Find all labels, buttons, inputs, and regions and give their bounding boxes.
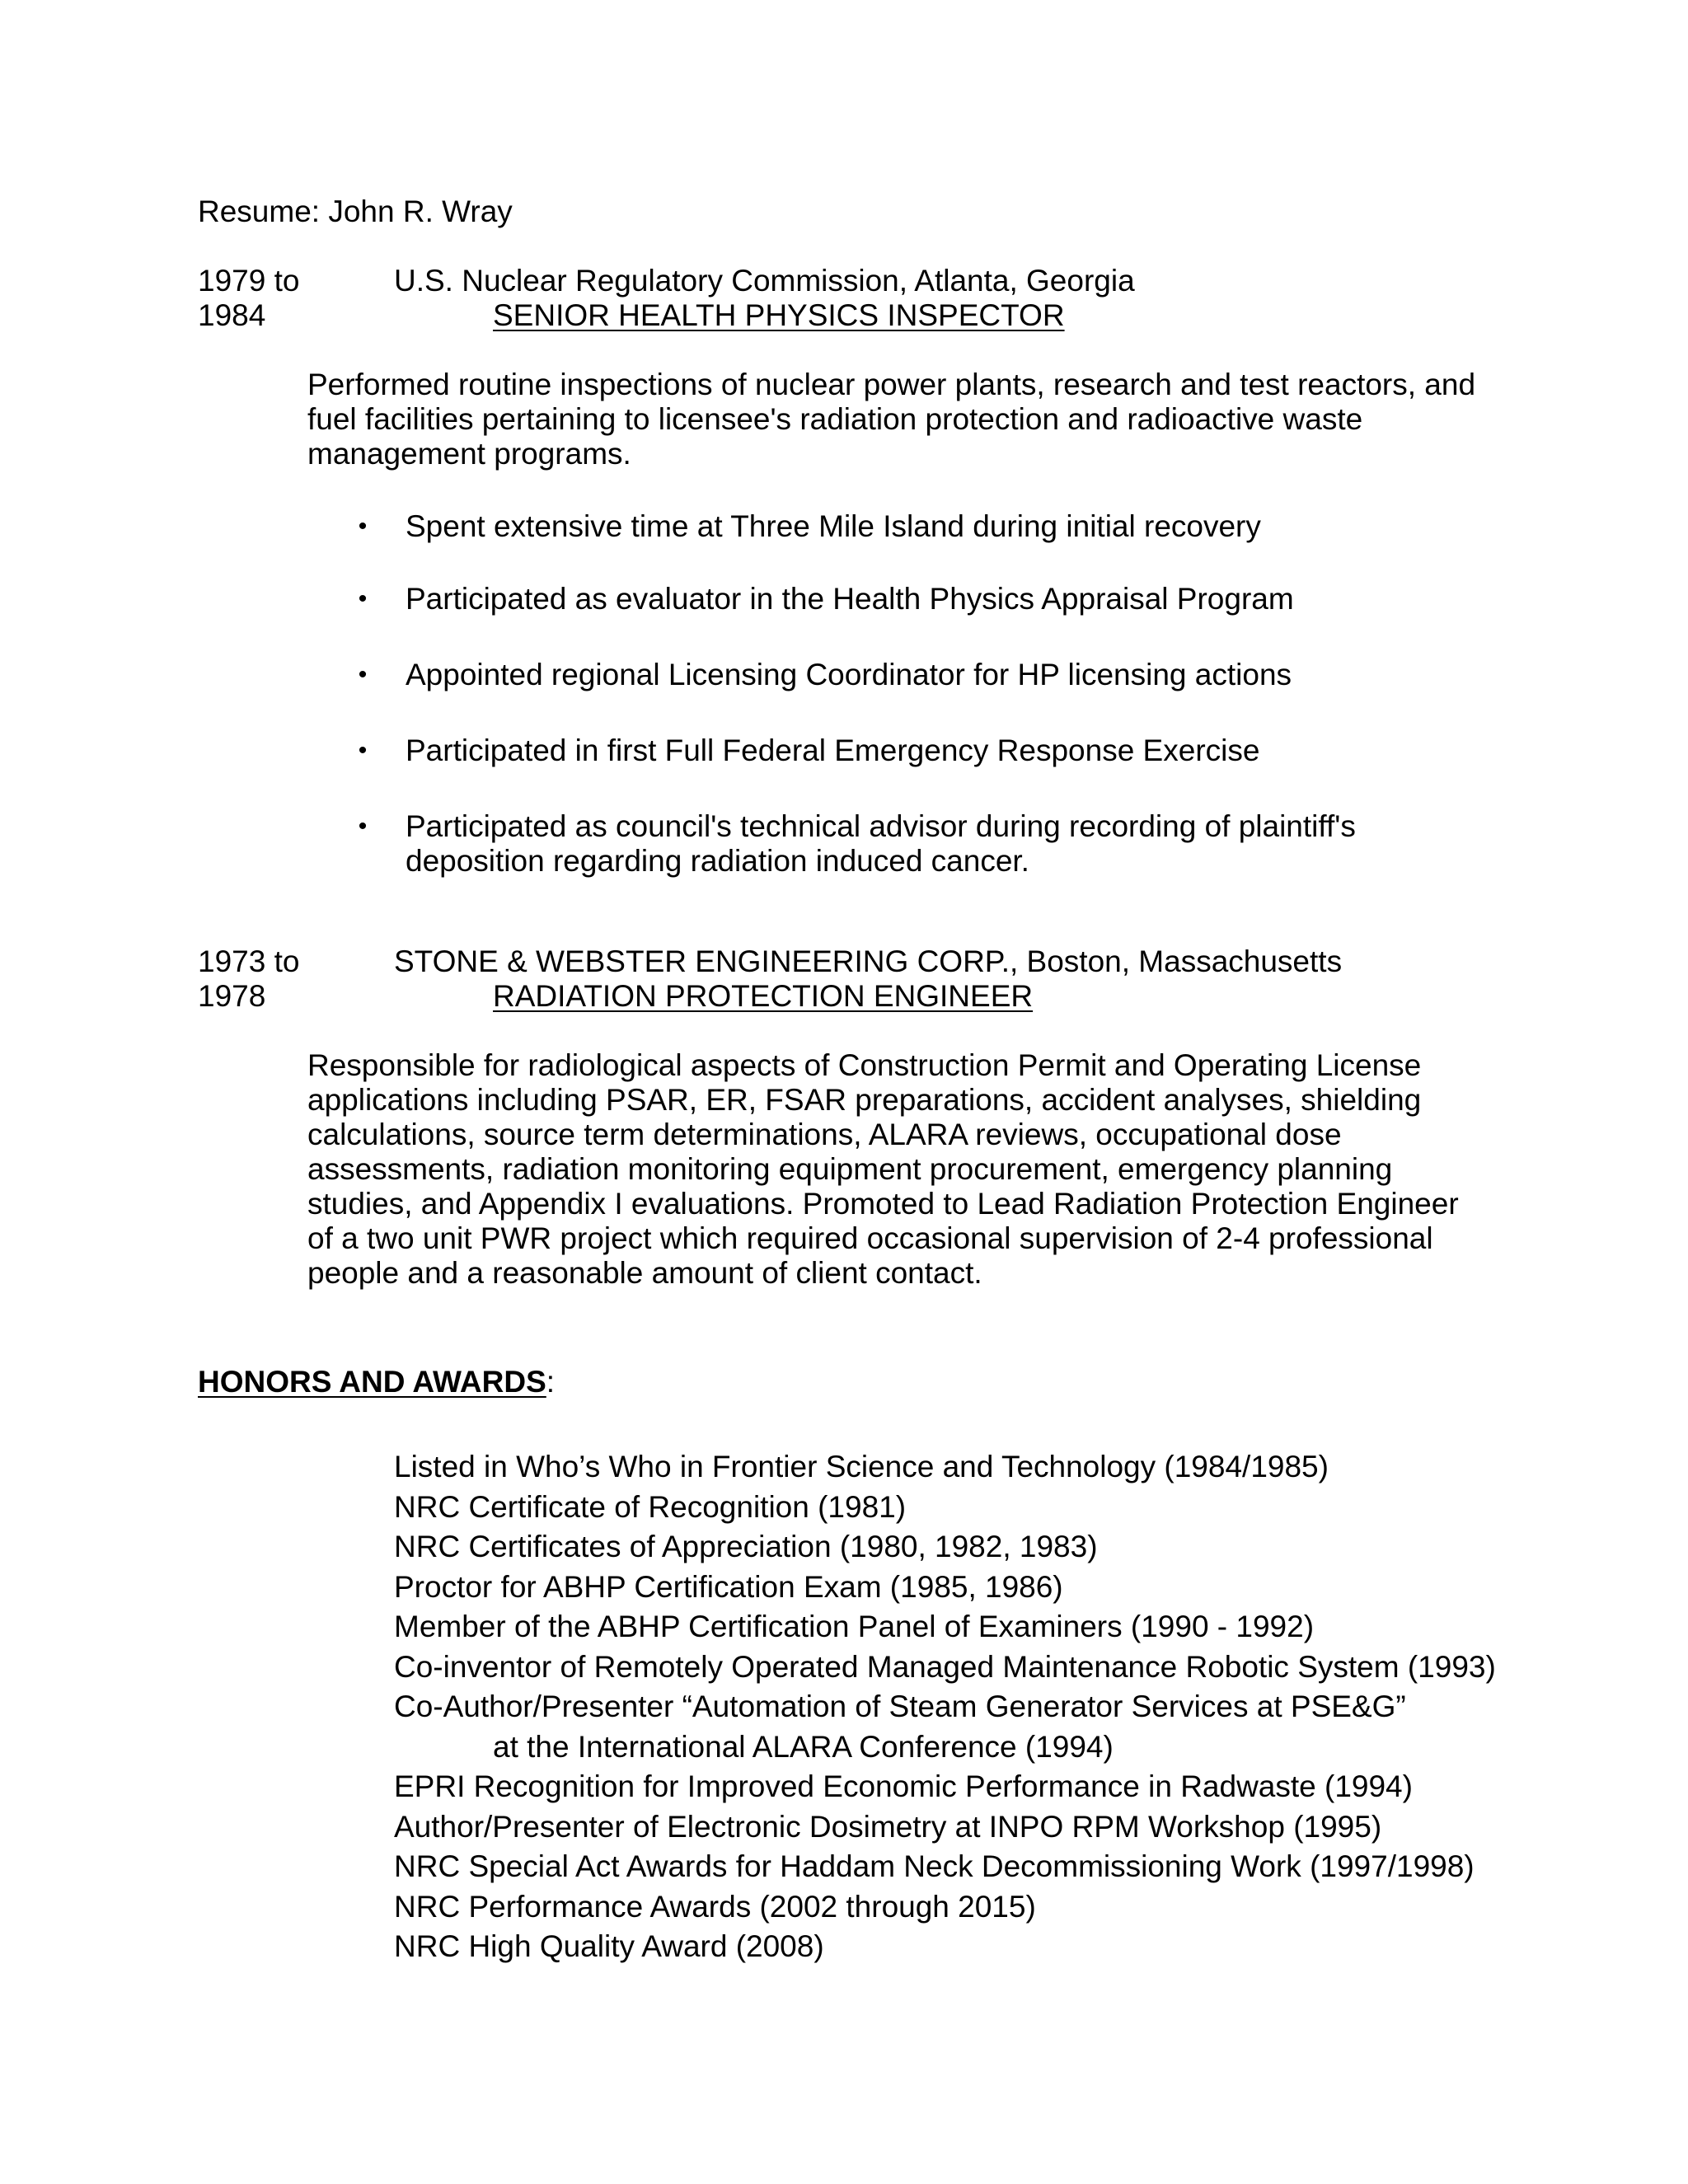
list-item: NRC Special Act Awards for Haddam Neck Decommissioning Work (1997/1998) [394,1849,1475,1883]
job-1-bullet-list [354,509,1442,879]
bullet-text: Spent extensive time at Three Mile Island during initial recovery [406,509,1261,543]
job-2-description [307,1048,1478,1291]
list-item [354,809,1442,879]
honors-list [394,1447,1496,1967]
honors-heading [198,1365,555,1399]
list-item: Listed in Who’s Who in Frontier Science and Technology (1984/1985) [394,1450,1329,1483]
list-item: Author/Presenter of Electronic Dosimetry at INPO RPM Workshop (1995) [394,1809,1382,1844]
bullet-text: Participated as evaluator in the Health Physics Appraisal Program [406,582,1294,616]
job-1-description-text: Performed routine inspections of nuclear power plants, research and test reactors, and fuel facilities pertaining to licensee's radiation protection and radioactive waste management programs. [307,368,1476,471]
job-2-date-end: 1978 [198,979,266,1013]
list-item: NRC Certificates of Appreciation (1980, 1982, 1983) [394,1530,1098,1563]
list-item: NRC Performance Awards (2002 through 2015) [394,1889,1036,1924]
list-item: Member of the ABHP Certification Panel of Examiners (1990 - 1992) [394,1610,1315,1643]
job-1-position: SENIOR HEALTH PHYSICS INSPECTOR [493,298,1065,332]
job-2-employer: STONE & WEBSTER ENGINEERING CORP., Boston, Massachusetts [394,944,1343,978]
job-2-description-text: Responsible for radiological aspects of Construction Permit and Operating License applications including PSAR, ER, FSAR preparations, accident analyses, shielding calculations, source term determinations, ALARA reviews, occupational dose assessments, radiation monitoring equipment procurement, emergency planning studies, and Appendix I evaluations. Promoted to Lead Radiation Protection Engineer of a two unit PWR project which required occasional supervision of 2-4 professional people and a reasonable amount of client contact. [307,1048,1459,1290]
list-item: NRC Certificate of Recognition (1981) [394,1489,907,1524]
job-2-date-start: 1973 to [198,944,300,978]
honors-heading-colon: : [546,1365,556,1399]
bullet-icon: • [358,513,368,540]
list-item [354,582,1442,616]
list-item [354,658,1442,692]
document-title: Resume: John R. Wray [198,194,513,228]
list-item: NRC High Quality Award (2008) [394,1929,824,1963]
list-item [354,733,1442,768]
job-2-position: RADIATION PROTECTION ENGINEER [493,979,1034,1013]
honors-heading-text: HONORS AND AWARDS [198,1365,546,1399]
bullet-icon: • [358,737,368,764]
bullet-text: Appointed regional Licensing Coordinator for HP licensing actions [406,658,1292,691]
bullet-text: Participated as council's technical advisor during recording of plaintiff's deposition regarding radiation induced cancer. [406,809,1356,878]
list-item: Proctor for ABHP Certification Exam (1985, 1986) [394,1569,1063,1604]
list-item: at the International ALARA Conference (1994) [493,1729,1114,1764]
bullet-icon: • [358,661,368,688]
job-1-date-end: 1984 [198,298,266,332]
list-item: Co-inventor of Remotely Operated Managed Maintenance Robotic System (1993) [394,1649,1496,1684]
bullet-text: Participated in first Full Federal Emergency Response Exercise [406,733,1260,767]
job-1-employer: U.S. Nuclear Regulatory Commission, Atlanta, Georgia [394,264,1135,298]
list-item: EPRI Recognition for Improved Economic Performance in Radwaste (1994) [394,1769,1413,1803]
bullet-icon: • [358,585,368,612]
list-item [354,509,1442,544]
list-item: Co-Author/Presenter “Automation of Steam Generator Services at PSE&G” [394,1690,1406,1723]
job-1-date-start: 1979 to [198,264,300,298]
job-1-description [307,368,1478,471]
bullet-icon: • [358,813,368,840]
